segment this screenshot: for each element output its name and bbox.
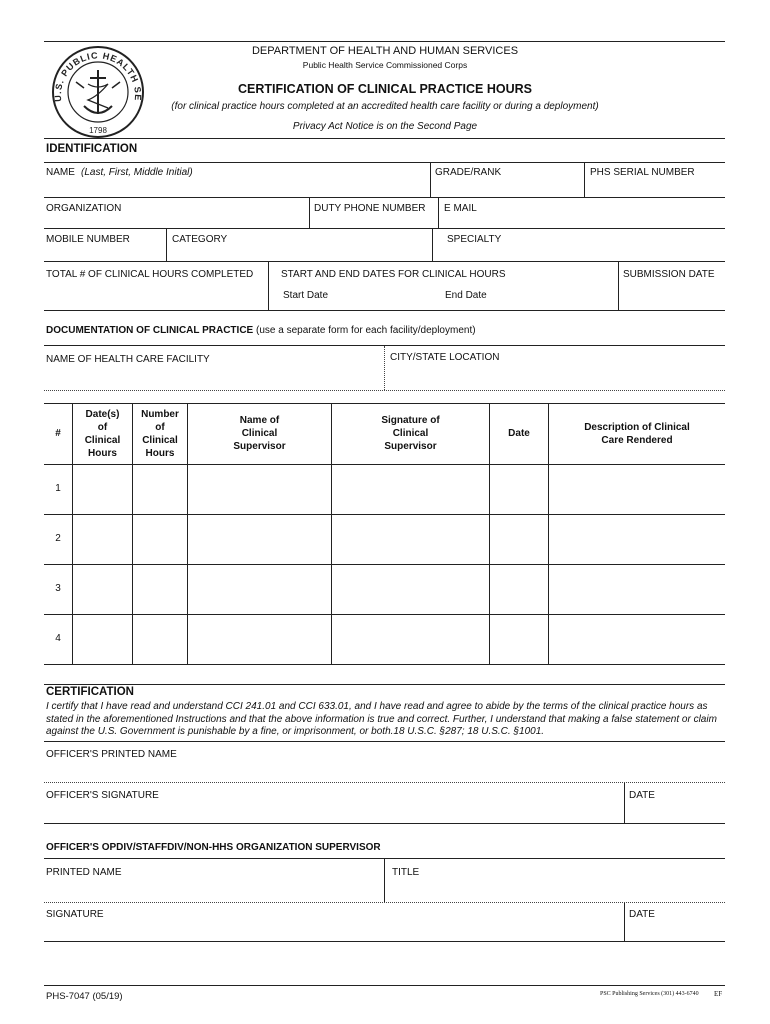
rule: [44, 310, 725, 311]
supervisor-date-field[interactable]: [625, 903, 725, 941]
name-hint: (Last, First, Middle Initial): [81, 167, 193, 178]
supervisor-heading: OFFICER'S OPDIV/STAFFDIV/NON-HHS ORGANIZATION SUPERVISOR: [46, 842, 381, 853]
email-field[interactable]: [439, 198, 725, 228]
clinical-dates-label: START AND END DATES FOR CLINICAL HOURS: [281, 269, 506, 280]
dotted-rule: [44, 390, 725, 391]
phs-seal: [50, 44, 146, 140]
row-2-supervisor-cell[interactable]: [188, 515, 331, 564]
form-title: CERTIFICATION OF CLINICAL PRACTICE HOURS: [238, 82, 532, 96]
row-3-hours-cell[interactable]: [133, 565, 187, 614]
row-1-supervisor-cell[interactable]: [188, 465, 331, 514]
start-date-field[interactable]: [270, 284, 440, 310]
rule: [44, 941, 725, 942]
header-number-of-hours: Number of Clinical Hours: [141, 408, 179, 459]
row-2-description-cell[interactable]: [549, 515, 725, 564]
supervisor-date-label: DATE: [629, 909, 655, 920]
name-field[interactable]: [44, 163, 430, 197]
supervisor-title-field[interactable]: [385, 859, 725, 902]
certification-statement: I certify that I have read and understand CCI 241.01 and CCI 633.01, and I have read and agree to abide by the terms of the clinical practice hours as stated in the aforementioned Instructions and that the above information is true and correct. Further, I understand that making a false statement or claim against the U.S. Government is punishable by a fine, or imprisonment, or both.18 U.S.C. §287; 18 U.S.C. §1001.: [46, 701, 717, 737]
grade-rank-label: GRADE/RANK: [435, 167, 502, 178]
total-hours-field[interactable]: [44, 262, 268, 310]
documentation-heading: [46, 325, 476, 336]
officer-signature-label: OFFICER'S SIGNATURE: [46, 790, 159, 801]
row-1-hours-cell[interactable]: [133, 465, 187, 514]
supervisor-signature-label: SIGNATURE: [46, 909, 104, 920]
officer-date-field[interactable]: [625, 783, 725, 823]
form-subtitle: (for clinical practice hours completed at an accredited health care facility or during a deployment): [171, 101, 599, 112]
row-2-signature-cell[interactable]: [332, 515, 489, 564]
documentation-heading-bold: DOCUMENTATION OF CLINICAL PRACTICE: [46, 325, 254, 336]
row-1-date-cell[interactable]: [490, 465, 548, 514]
documentation-heading-note: (use a separate form for each facility/deployment): [256, 325, 476, 336]
organization-field[interactable]: [44, 198, 309, 228]
row-1-signature-cell[interactable]: [332, 465, 489, 514]
identification-rule: [44, 138, 725, 139]
city-state-field[interactable]: [385, 346, 725, 390]
officer-printed-name-field[interactable]: [44, 742, 725, 782]
phs-serial-number-label: PHS SERIAL NUMBER: [590, 167, 695, 178]
category-label: CATEGORY: [172, 234, 228, 245]
svg-text:U.S. PUBLIC HEALTH SERVICE: U.S. PUBLIC HEALTH SE: [52, 50, 144, 102]
corps-name: Public Health Service Commissioned Corps: [302, 60, 468, 70]
email-label: E MAIL: [444, 203, 477, 214]
identification-heading: IDENTIFICATION: [46, 143, 138, 155]
header-dates: Date(s) of Clinical Hours: [84, 408, 121, 459]
specialty-field[interactable]: [433, 229, 725, 261]
end-date-label: End Date: [445, 290, 487, 301]
row-number: 2: [55, 533, 61, 544]
footer-rule: [44, 985, 725, 986]
row-1-dates-cell[interactable]: [73, 465, 132, 514]
row-4-description-cell[interactable]: [549, 615, 725, 664]
supervisor-signature-field[interactable]: [44, 903, 624, 941]
clinical-hours-table: [44, 403, 725, 665]
mobile-number-label: MOBILE NUMBER: [46, 234, 130, 245]
health-care-facility-label: NAME OF HEALTH CARE FACILITY: [46, 354, 210, 365]
supervisor-printed-name-label: PRINTED NAME: [46, 867, 122, 878]
row-4-hours-cell[interactable]: [133, 615, 187, 664]
row-4-supervisor-cell[interactable]: [188, 615, 331, 664]
department-name: DEPARTMENT OF HEALTH AND HUMAN SERVICES: [251, 45, 519, 57]
row-number: 1: [55, 483, 61, 494]
city-state-label: CITY/STATE LOCATION: [390, 352, 500, 363]
row-2-date-cell[interactable]: [490, 515, 548, 564]
table-rule: [44, 664, 725, 665]
rule: [44, 823, 725, 824]
row-3-dates-cell[interactable]: [73, 565, 132, 614]
health-care-facility-field[interactable]: [44, 346, 384, 390]
header-supervisor-signature: Signature of Clinical Supervisor: [381, 415, 440, 452]
row-3-description-cell[interactable]: [549, 565, 725, 614]
mobile-number-field[interactable]: [44, 229, 166, 261]
duty-phone-label: DUTY PHONE NUMBER: [314, 203, 426, 214]
row-number: 4: [55, 633, 61, 644]
row-3-signature-cell[interactable]: [332, 565, 489, 614]
privacy-notice: Privacy Act Notice is on the Second Page: [292, 121, 478, 132]
end-date-field[interactable]: [440, 284, 618, 310]
start-date-label: Start Date: [283, 290, 329, 301]
header-number-sign: #: [55, 428, 61, 439]
header-date: Date: [508, 428, 530, 439]
header-description: Description of Clinical Care Rendered: [584, 421, 690, 446]
top-rule: [44, 41, 725, 42]
divider: [268, 261, 269, 310]
row-3-date-cell[interactable]: [490, 565, 548, 614]
certification-heading: CERTIFICATION: [46, 686, 134, 698]
supervisor-printed-name-field[interactable]: [44, 859, 384, 902]
certification-rule: [44, 684, 725, 685]
grade-rank-field[interactable]: [431, 163, 584, 197]
officer-date-label: DATE: [629, 790, 655, 801]
supervisor-title-label: TITLE: [392, 867, 420, 878]
publisher-info: PSC Publishing Services (301) 443-6740: [600, 991, 699, 997]
row-1-description-cell[interactable]: [549, 465, 725, 514]
ef-mark: EF: [714, 990, 723, 998]
row-4-dates-cell[interactable]: [73, 615, 132, 664]
officer-signature-field[interactable]: [44, 783, 624, 823]
duty-phone-field[interactable]: [310, 198, 438, 228]
officer-printed-name-label: OFFICER'S PRINTED NAME: [46, 749, 177, 760]
total-hours-label: TOTAL # OF CLINICAL HOURS COMPLETED: [46, 269, 254, 280]
submission-date-field[interactable]: [619, 262, 725, 310]
row-number: 3: [55, 583, 61, 594]
phs-serial-number-field[interactable]: [585, 163, 725, 197]
organization-label: ORGANIZATION: [46, 203, 122, 214]
submission-date-label: SUBMISSION DATE: [623, 269, 715, 280]
svg-text:1798: 1798: [89, 126, 107, 135]
header-supervisor-name: Name of Clinical Supervisor: [233, 415, 286, 452]
name-label: NAME: [46, 167, 75, 178]
specialty-label: SPECIALTY: [447, 234, 502, 245]
category-field[interactable]: [167, 229, 432, 261]
form-number: PHS-7047 (05/19): [46, 991, 123, 1002]
row-2-dates-cell[interactable]: [73, 515, 132, 564]
row-4-signature-cell[interactable]: [332, 615, 489, 664]
row-4-date-cell[interactable]: [490, 615, 548, 664]
row-2-hours-cell[interactable]: [133, 515, 187, 564]
row-3-supervisor-cell[interactable]: [188, 565, 331, 614]
